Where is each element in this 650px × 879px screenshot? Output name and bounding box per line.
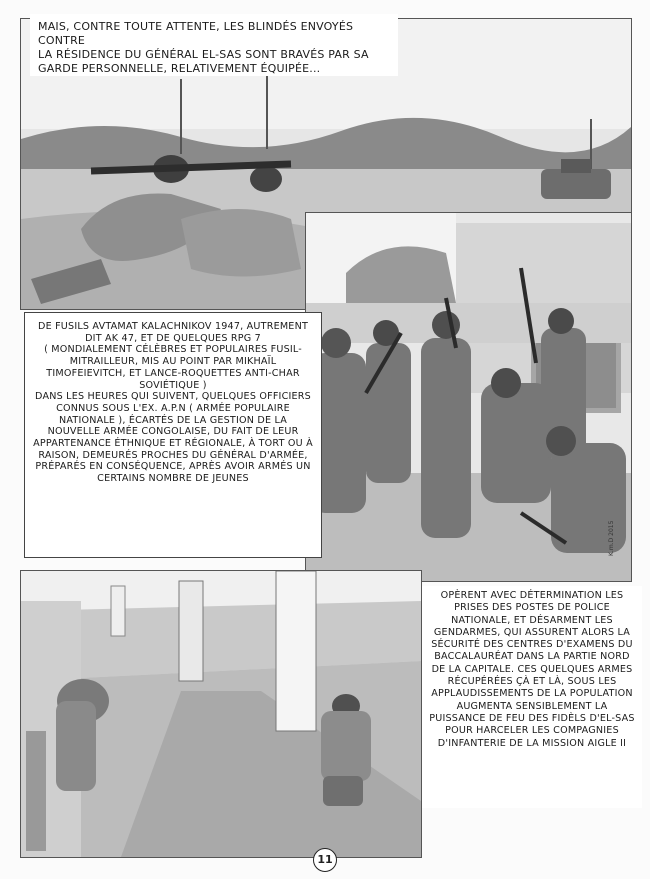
panel-armed-group-illustration (306, 213, 631, 581)
panel-armed-group (305, 212, 632, 582)
caption-top: MAIS, CONTRE TOUTE ATTENTE, LES BLINDÉS ENVOYÉS CONTRE LA RÉSIDENCE DU GÉNÉRAL EL-SAS SONT BRAVÉS PAR SA GARDE PERSONNELLE, RELATIVEMENT ÉQUIPÉE... (30, 14, 398, 76)
page-number: 11 (313, 848, 337, 872)
caption-middle: DE FUSILS AVTAMAT KALACHNIKOV 1947, AUTREMENT DIT AK 47, ET DE QUELQUES RPG 7 ( MONDIALEMENT CÉLÈBRES ET POPULAIRES FUSIL-MITRAILLEUR, MIS AU POINT PAR MIKHAÏL TIMOFEIEVITCH, ET LANCE-ROQUETTES ANTI-CHAR SOVIÉTIQUE ) DANS LES HEURES QUI SUIVENT, QUELQUES OFFICIERS CONNUS SOUS L'EX. A.P.N ( ARMÉE POPULAIRE NATIONALE ), ÉCARTÉS DE LA GESTION DE LA NOUVELLE ARMÉE CONGOLAISE, DU FAIT DE LEUR APPARTENANCE ÉTHNIQUE ET RÉGIONALE, À TORT OU À RAISON, DEMEURÉS PROCHES DU GÉNÉRAL D'ARMÉE, PRÉPARÉS EN CONSÉQUENCE, APRÈS AVOIR ARMÉS UN CERTAINS NOMBRE DE JEUNES (24, 312, 322, 558)
artist-signature: K.m.D 2015 (608, 520, 615, 556)
panel-street-illustration (21, 571, 421, 857)
caption-bottom: OPÈRENT AVEC DÉTERMINATION LES PRISES DES POSTES DE POLICE NATIONALE, ET DÉSARMENT LES GENDARMES, QUI ASSURENT ALORS LA SÉCURITÉ DES CENTRES D'EXAMENS DU BACCALAURÉAT DANS LA PARTIE NORD DE LA CAPITALE. CES QUELQUES ARMES RÉCUPÉRÉES ÇÀ ET LÀ, SOUS LES APPLAUDISSEMENTS DE LA POPULATION AUGMENTA SENSIBLEMENT LA PUISSANCE DE FEU DES FIDÈLS D'EL-SAS POUR HARCELER LES COMPAGNIES D'INFANTERIE DE LA MISSION AIGLE II (422, 586, 642, 808)
panel-street-scene (20, 570, 422, 858)
